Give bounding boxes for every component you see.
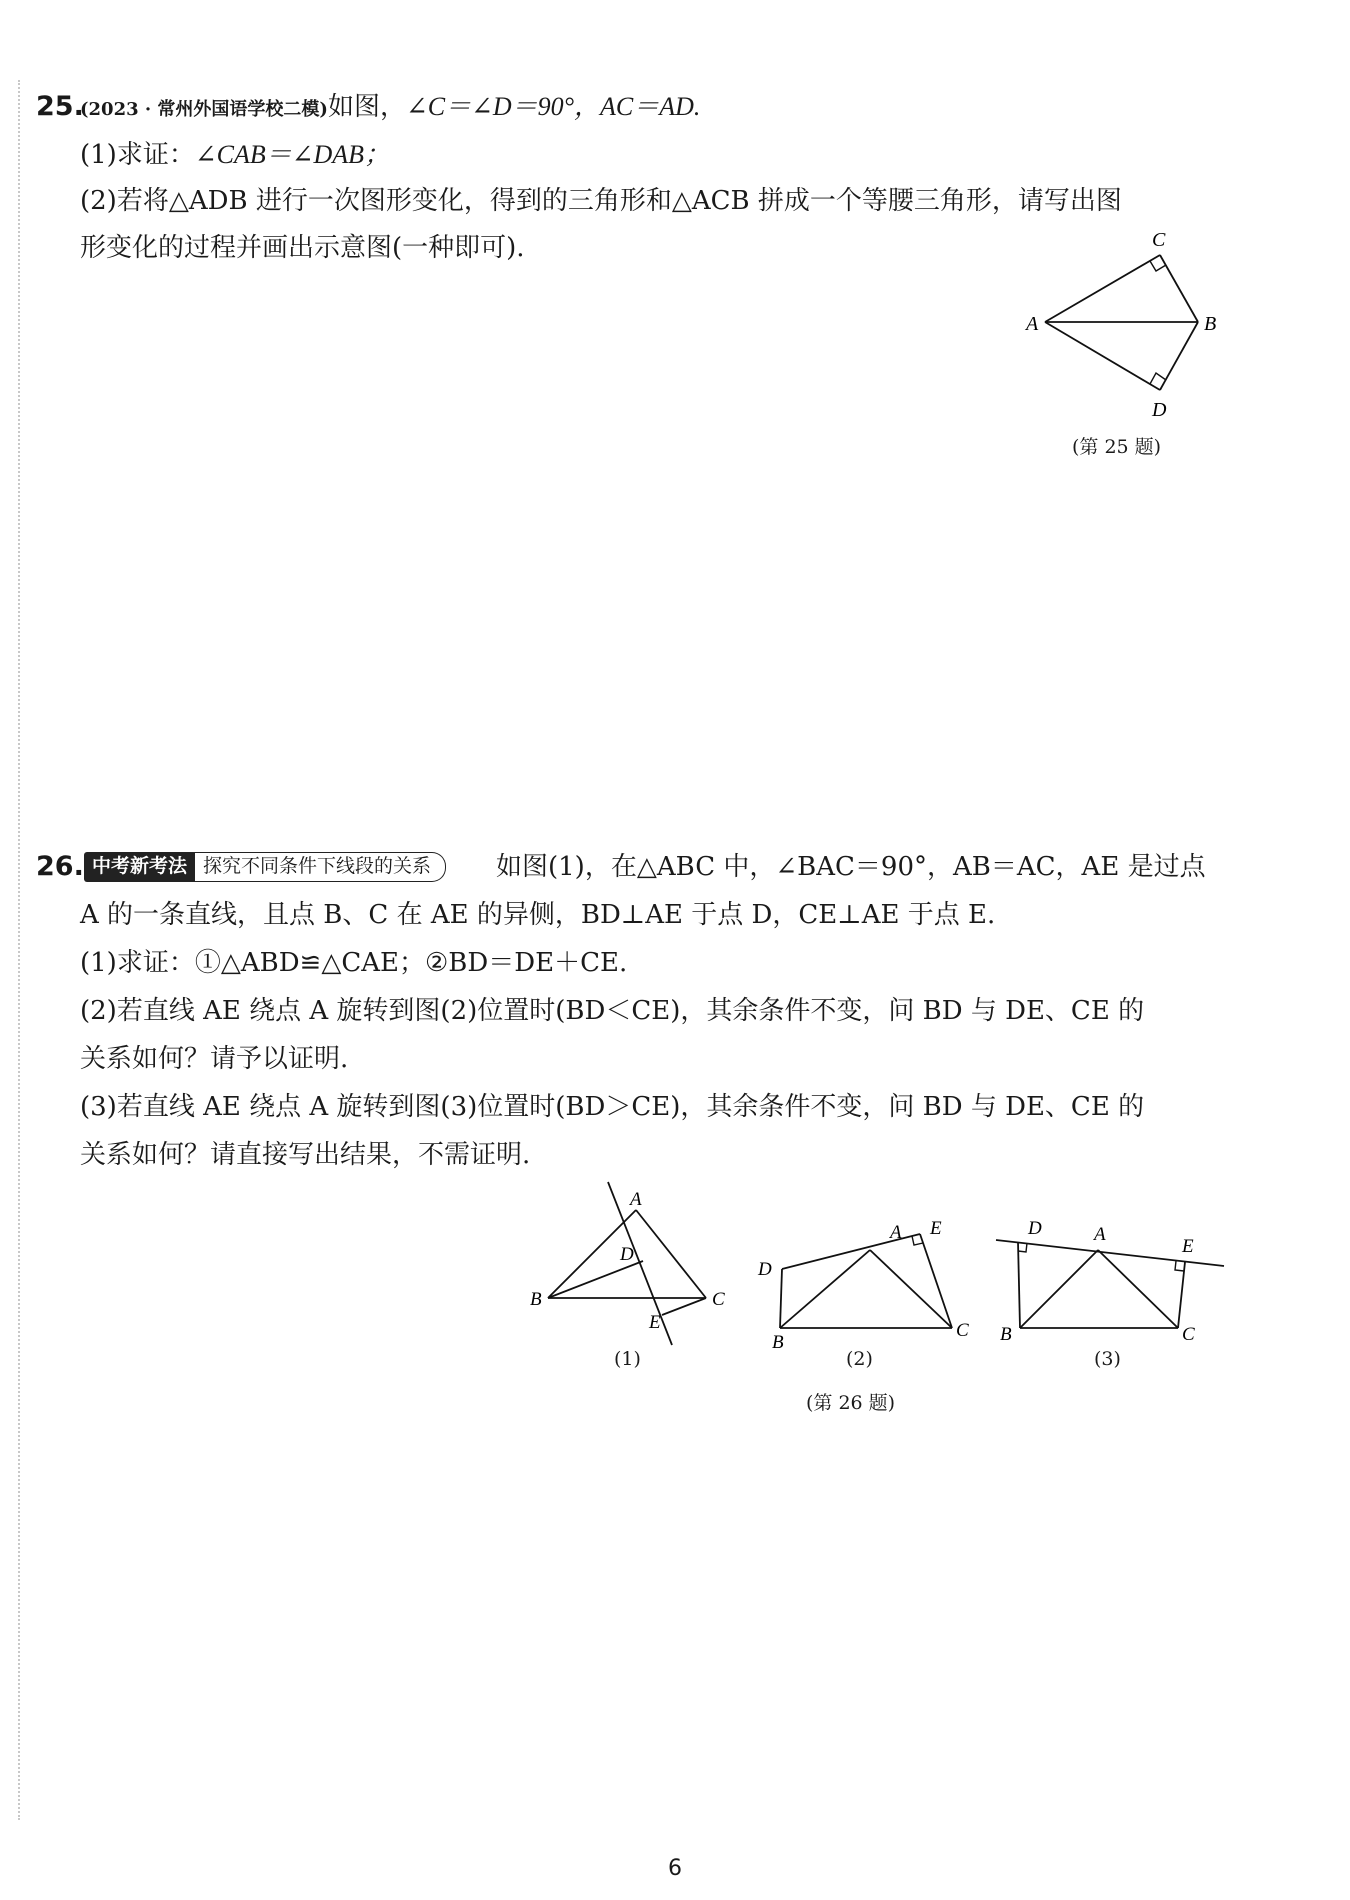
point-label-a: A	[630, 1189, 642, 1210]
question-25-source: (2023 · 常州外国语学校二模)	[80, 99, 328, 120]
right-angle-mark-e	[1175, 1261, 1184, 1271]
question-25-stem	[80, 92, 700, 125]
segment-bd	[780, 1269, 782, 1328]
segment-ac	[1045, 255, 1160, 322]
point-label-a: A	[1026, 313, 1039, 335]
point-label-e: E	[649, 1312, 661, 1333]
segment-ac	[870, 1250, 952, 1328]
question-26-figure-2-caption: (2)	[846, 1348, 873, 1370]
question-26-figure-3-caption: (3)	[1094, 1348, 1121, 1370]
question-25-part1-prefix: (1)求证：	[80, 140, 195, 170]
tag-label-dark: 中考新考法	[84, 852, 195, 882]
segment-ce	[662, 1298, 706, 1315]
question-25-stem-prefix: 如图，	[327, 92, 406, 122]
question-25-part2-line1: (2)若将△ADB 进行一次图形变化，得到的三角形和△ACB 拼成一个等腰三角形，请写出图	[80, 186, 1122, 216]
point-label-c: C	[1182, 1324, 1195, 1345]
point-label-d: D	[1152, 399, 1167, 421]
point-label-d: D	[758, 1259, 772, 1280]
point-label-d: D	[620, 1244, 634, 1265]
question-26-line2: A 的一条直线，且点 B、C 在 AE 的异侧，BD⊥AE 于点 D，CE⊥AE 于点 E.	[80, 900, 996, 930]
point-label-b: B	[530, 1289, 542, 1310]
question-26-part1: (1)求证：①△ABD≌△CAE；②BD＝DE＋CE.	[80, 948, 628, 978]
point-label-c: C	[1152, 229, 1166, 251]
question-26-figure-3	[990, 1210, 1230, 1350]
tag-label-light: 探究不同条件下线段的关系	[195, 852, 446, 882]
point-label-c: C	[712, 1289, 725, 1310]
point-label-b: B	[1204, 313, 1217, 335]
segment-bd	[548, 1261, 643, 1298]
question-26-figure-1-caption: (1)	[614, 1348, 641, 1370]
question-26-part3-line2: 关系如何？请直接写出结果，不需证明.	[80, 1140, 531, 1170]
new-method-tag	[84, 852, 446, 882]
segment-bd	[1018, 1242, 1020, 1328]
segment-ab	[1020, 1250, 1098, 1328]
question-25-caption: (第 25 题)	[1072, 436, 1162, 458]
question-25-part1-math: ∠CAB＝∠DAB；	[194, 140, 391, 169]
point-label-e: E	[1182, 1236, 1194, 1257]
point-label-d: D	[1028, 1218, 1042, 1239]
question-26-part2-line2: 关系如何？请予以证明.	[80, 1044, 349, 1074]
segment-ad	[1045, 322, 1160, 390]
point-label-c: C	[956, 1320, 969, 1341]
question-25-figure	[1010, 220, 1250, 430]
question-26-figure-1	[520, 1180, 750, 1355]
question-26-line1: 如图(1)，在△ABC 中，∠BAC＝90°，AB＝AC，AE 是过点	[496, 852, 1206, 882]
segment-ab	[780, 1250, 870, 1328]
question-26-number: 26.	[36, 851, 84, 882]
point-label-a: A	[890, 1222, 902, 1243]
question-25-number: 25.	[36, 91, 84, 122]
segment-ac	[1098, 1250, 1178, 1328]
question-26-figure-2	[752, 1210, 972, 1350]
point-label-b: B	[1000, 1324, 1012, 1345]
question-26-part3-line1: (3)若直线 AE 绕点 A 旋转到图(3)位置时(BD＞CE)，其余条件不变，问 BD 与 DE、CE 的	[80, 1092, 1145, 1122]
binding-margin-line	[18, 80, 20, 1820]
point-label-e: E	[930, 1218, 942, 1239]
question-26-caption: (第 26 题)	[806, 1392, 896, 1414]
segment-ce	[1178, 1262, 1185, 1328]
question-26-part2-line1: (2)若直线 AE 绕点 A 旋转到图(2)位置时(BD＜CE)，其余条件不变，问 BD 与 DE、CE 的	[80, 996, 1145, 1026]
page-number: 6	[668, 1856, 682, 1881]
point-label-b: B	[772, 1332, 784, 1350]
question-25-part2-line2: 形变化的过程并画出示意图(一种即可).	[80, 233, 525, 263]
point-label-a: A	[1094, 1224, 1106, 1245]
right-angle-mark-d	[1018, 1243, 1027, 1252]
question-25-stem-math: ∠C＝∠D＝90°，AC＝AD.	[405, 92, 701, 121]
question-25-part1	[80, 140, 390, 170]
segment-ac	[636, 1210, 706, 1298]
